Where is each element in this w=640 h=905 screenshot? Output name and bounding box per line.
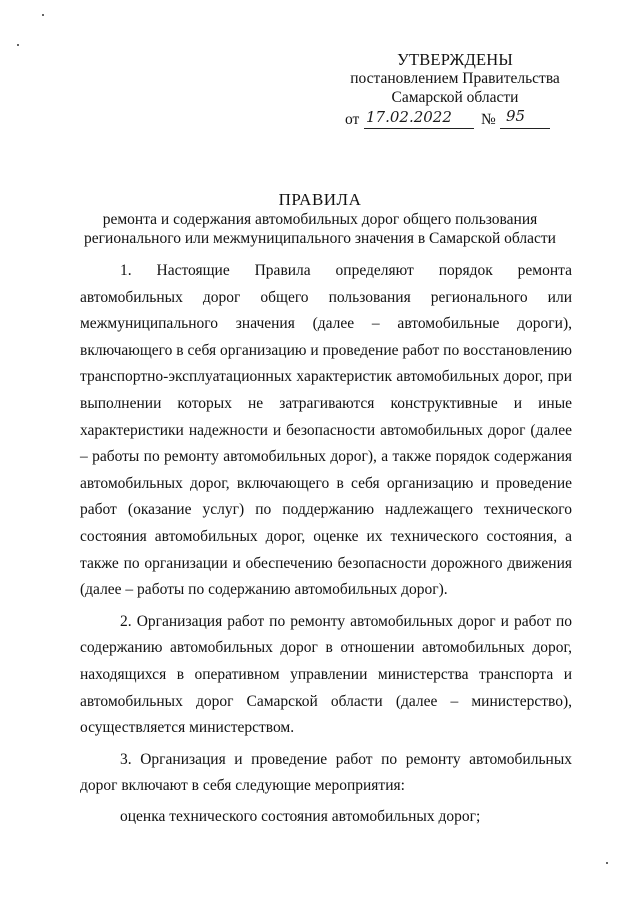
approval-date-line — [340, 108, 570, 132]
document-body — [80, 258, 572, 830]
handwritten-date: 17.02.2022 — [366, 108, 452, 126]
document-subtitle-line-1: ремонта и содержания автомобильных дорог общего пользования — [102, 211, 538, 228]
approval-line-2: Самарской области — [391, 89, 519, 106]
paragraph-2: 2. Организация работ по ремонту автомобильных дорог и работ по содержанию автомобильных дорог в отношении автомобильных дорог, находящихся в оперативном управлении министерства транспорта и автомобильных дорог Самарской области (далее – министерство), осуществляется министерством. — [80, 612, 572, 737]
scan-speck — [42, 14, 44, 16]
handwritten-number: 95 — [506, 107, 526, 125]
approval-line-1: постановлением Правительства — [350, 70, 560, 87]
paragraph-1: 1. Настоящие Правила определяют порядок ремонта автомобильных дорог общего пользования регионального или межмуниципального значения (далее – автомобильные дороги), включающего в себя организацию и проведение работ по восстановлению транспортно-эксплуатационных характеристик автомобильных дорог, при выполнении которых не затрагиваются конструктивные и иные характеристики надежности и безопасности автомобильных дорог (далее – работы по ремонту автомобильных дорог), а также порядок содержания автомобильных дорог, включающего в себя организацию и проведение работ (оказание услуг) по поддержанию надлежащего технического состояния автомобильных дорог, оценке их технического состояния, а также по организации и обеспечению безопасности дорожного движения (далее – работы по содержанию автомобильных дорог). — [80, 262, 572, 599]
scan-speck — [606, 862, 608, 864]
date-underline — [364, 128, 474, 129]
date-prefix: от — [345, 111, 360, 128]
document-title-block — [60, 190, 580, 248]
paragraph-3: 3. Организация и проведение работ по ремонту автомобильных дорог включают в себя следующие мероприятия: — [80, 750, 572, 795]
number-underline — [500, 128, 550, 129]
number-prefix: № — [481, 111, 496, 128]
approval-stamp-block — [340, 50, 570, 132]
document-subtitle-line-2: регионального или межмуниципального значения в Самарской области — [84, 230, 556, 247]
list-item: оценка технического состояния автомобильных дорог; — [120, 807, 481, 825]
approval-heading: УТВЕРЖДЕНЫ — [397, 50, 513, 69]
scan-speck — [17, 44, 19, 46]
document-title: ПРАВИЛА — [278, 190, 362, 209]
